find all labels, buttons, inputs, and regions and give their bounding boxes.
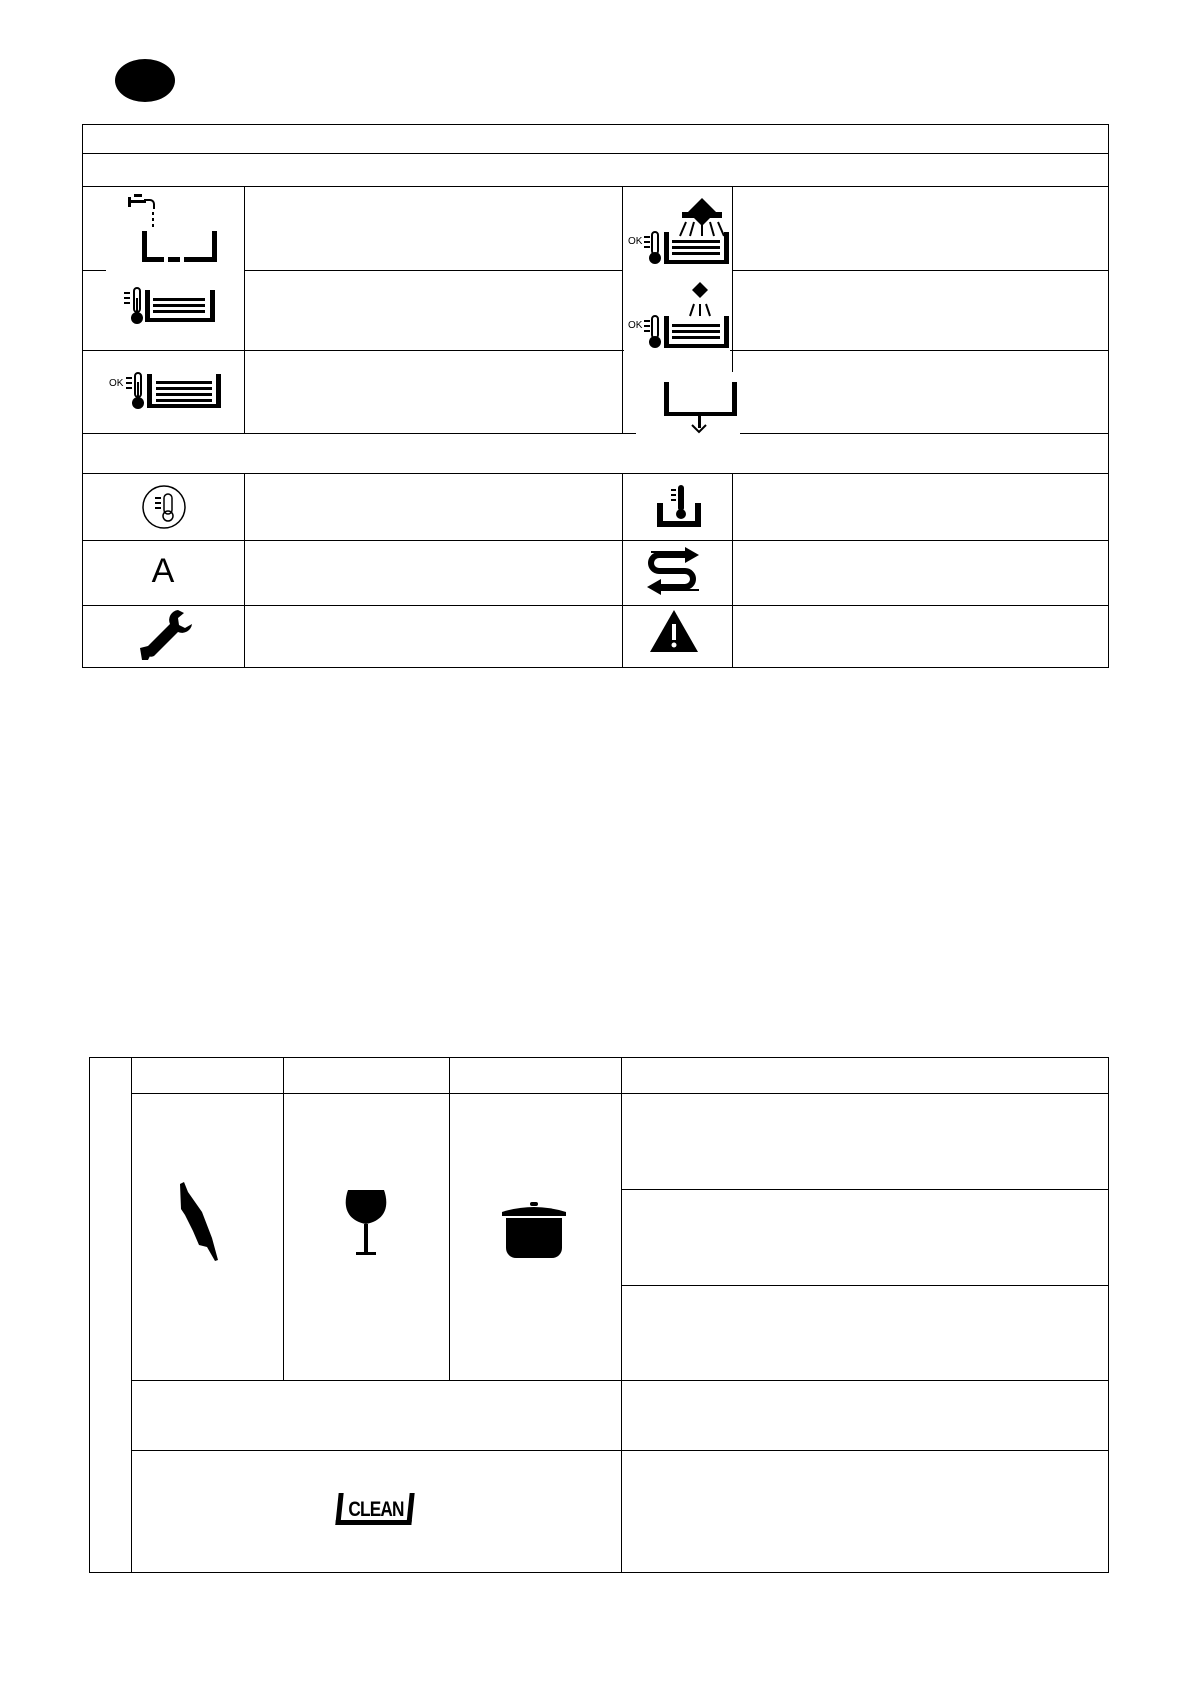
boiler-temperature-icon: [655, 483, 703, 529]
tank-drain-icon: [636, 372, 740, 438]
svg-text:OK: OK: [628, 236, 643, 247]
auto-letter-icon: [126, 542, 200, 604]
thermometer-display-icon: [140, 483, 188, 531]
page-badge: [115, 59, 175, 102]
tank-temperature-ok-icon: [106, 366, 226, 418]
warning-triangle-icon: [648, 608, 700, 654]
symbol-table-frame: [82, 124, 1109, 668]
rinse-spray-icon: [624, 280, 730, 354]
wash-spray-icon: [624, 188, 730, 270]
clean-label-text: CLEAN: [348, 1498, 404, 1521]
glass-icon: [340, 1188, 392, 1258]
tank-heating-icon: [112, 284, 222, 334]
plate-icon: [172, 1180, 224, 1262]
svg-text:OK: OK: [109, 378, 124, 389]
clean-label: [335, 1493, 417, 1529]
water-fill-tank-icon: [106, 188, 226, 270]
cycle-arrows-icon: [641, 543, 705, 599]
pot-icon: [500, 1200, 568, 1260]
svg-text:OK: OK: [628, 320, 643, 331]
auto-letter: A: [151, 552, 175, 590]
wrench-icon: [136, 606, 192, 662]
program-table-frame: [89, 1057, 1109, 1573]
